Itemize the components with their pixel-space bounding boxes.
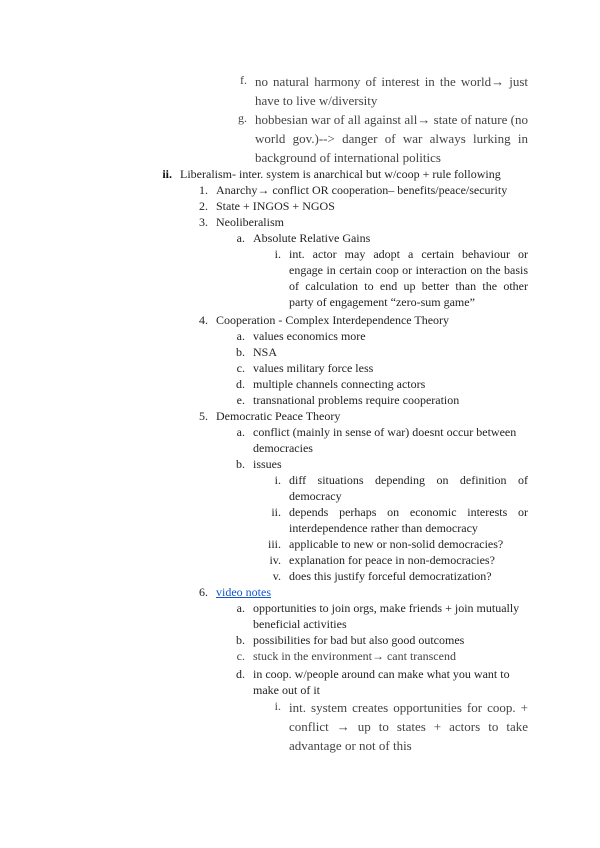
list-text: Absolute Relative Gains <box>253 231 371 245</box>
list-marker: i. <box>274 699 281 713</box>
list-item-g <box>215 110 528 167</box>
list-item-6a <box>216 600 531 632</box>
list-item-4a <box>216 328 523 344</box>
list-marker: f. <box>240 73 247 87</box>
list-marker: iv. <box>269 553 281 567</box>
list-text: Democratic Peace Theory <box>216 409 341 423</box>
list-text: depends perhaps on economic interests or interdependence rather than democracy <box>289 505 528 535</box>
list-text: applicable to new or non-solid democracies? <box>289 537 504 551</box>
list-text: in coop. w/people around can make what you want to make out of it <box>253 667 510 697</box>
list-marker: 6. <box>199 585 208 599</box>
list-item-6 <box>180 584 271 600</box>
list-item-6c <box>216 648 531 664</box>
list-marker: 5. <box>199 409 208 423</box>
list-text: Liberalism- inter. system is anarchical but w/coop + rule following <box>180 167 501 181</box>
list-text: conflict (mainly in sense of war) doesnt occur between democracies <box>253 425 517 455</box>
list-marker: a. <box>236 231 245 245</box>
list-item-4 <box>180 312 516 328</box>
list-text: opportunities to join orgs, make friends + join mutually beneficial activities <box>253 601 520 631</box>
list-item-1 <box>180 182 536 198</box>
list-marker: a. <box>236 425 245 439</box>
list-text: int. system creates opportunities for coop. + conflict → up to states + actors to take advantage or not of this <box>289 700 528 753</box>
list-text: values military force less <box>253 361 374 375</box>
list-item-4d <box>216 376 523 392</box>
list-text: Cooperation - Complex Interdependence Theory <box>216 313 450 327</box>
list-item-4b <box>216 344 523 360</box>
list-marker: v. <box>272 569 281 583</box>
list-item-6d <box>216 666 531 698</box>
list-text: multiple channels connecting actors <box>253 377 426 391</box>
list-marker: ii. <box>271 505 281 519</box>
list-marker: c. <box>236 361 245 375</box>
list-item-5b-v <box>253 568 528 584</box>
list-item-5b <box>216 456 523 472</box>
list-marker: iii. <box>267 537 281 551</box>
list-item-3 <box>180 214 516 230</box>
list-item-5b-ii <box>253 504 528 536</box>
list-marker: 2. <box>199 199 208 213</box>
list-item-liberalism <box>135 166 540 182</box>
list-item-3a <box>216 230 523 246</box>
list-marker: b. <box>236 345 245 359</box>
list-item-5b-iv <box>253 552 528 568</box>
list-marker: d. <box>236 667 245 681</box>
list-text: does this justify forceful democratization? <box>289 569 492 583</box>
list-marker: a. <box>236 601 245 615</box>
list-marker: b. <box>236 633 245 647</box>
list-marker: 4. <box>199 313 208 327</box>
list-marker: a. <box>236 329 245 343</box>
list-marker: i. <box>274 247 281 261</box>
list-marker: g. <box>238 111 247 125</box>
list-item-6d-i <box>253 698 528 755</box>
list-item-5 <box>180 408 516 424</box>
list-text: transnational problems require cooperation <box>253 393 460 407</box>
list-item-5b-iii <box>253 536 528 552</box>
list-marker: b. <box>236 457 245 471</box>
list-marker: ii. <box>162 167 172 181</box>
list-item-4c <box>216 360 523 376</box>
list-text: issues <box>253 457 282 471</box>
list-item-3a-i <box>253 246 528 310</box>
list-text: no natural harmony of interest in the world→ just have to live w/diversity <box>255 74 528 108</box>
list-marker: 1. <box>199 183 208 197</box>
list-text: values economics more <box>253 329 366 343</box>
list-marker: c. <box>236 649 245 663</box>
list-marker: i. <box>274 473 281 487</box>
list-text: Neoliberalism <box>216 215 284 229</box>
list-text: Anarchy→ conflict OR cooperation– benefits/peace/security <box>216 183 508 197</box>
list-text: possibilities for bad but also good outcomes <box>253 633 465 647</box>
list-item-2 <box>180 198 516 214</box>
list-item-5a <box>216 424 528 456</box>
list-item-4e <box>216 392 523 408</box>
list-text: hobbesian war of all against all→ state of nature (no world gov.)--> danger of war always lurking in background of international politics <box>255 112 528 165</box>
list-text: State + INGOS + NGOS <box>216 199 335 213</box>
list-marker: e. <box>236 393 245 407</box>
video-notes-link[interactable]: video notes <box>216 585 271 599</box>
list-marker: 3. <box>199 215 208 229</box>
list-text: stuck in the environment→ cant transcend <box>253 649 456 663</box>
list-text: explanation for peace in non-democracies? <box>289 553 495 567</box>
list-item-f <box>215 72 528 110</box>
list-text: NSA <box>253 345 278 359</box>
list-item-5b-i <box>253 472 528 504</box>
list-text: diff situations depending on definition of democracy <box>289 473 528 503</box>
list-text: int. actor may adopt a certain behaviour or engage in certain coop or interaction on the basis of calculation to end up better than the other party of engagement “zero-sum game” <box>289 247 528 309</box>
list-marker: d. <box>236 377 245 391</box>
list-item-6b <box>216 632 531 648</box>
